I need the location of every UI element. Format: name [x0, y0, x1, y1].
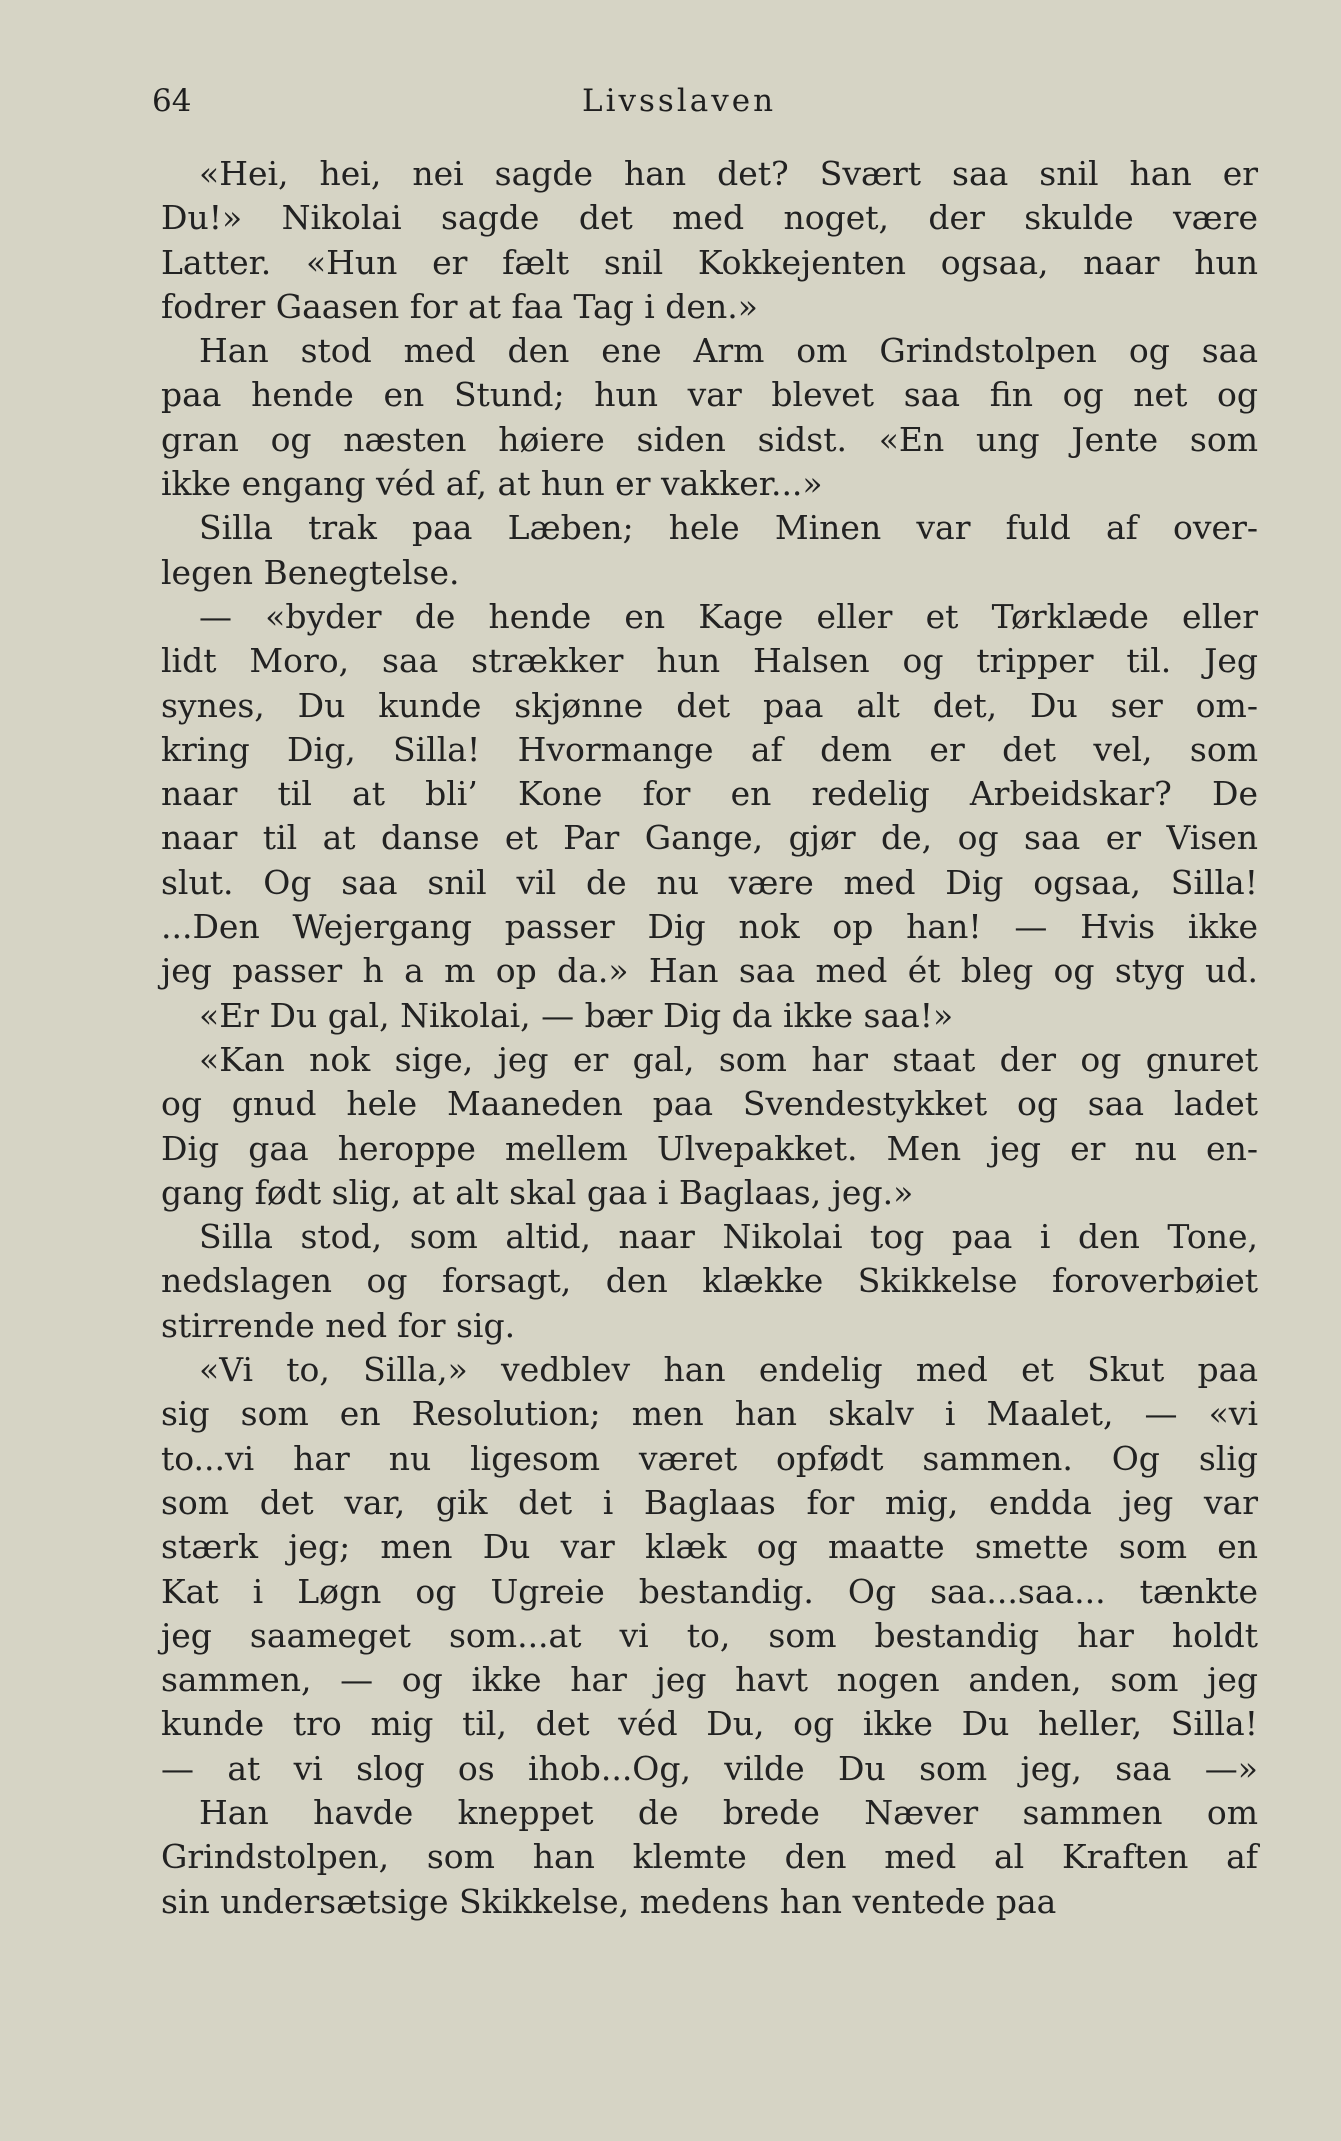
- page-header: [152, 83, 1152, 123]
- text-line-14: kring Dig, Silla! Hvormange af dem er det vel, som: [161, 729, 1258, 769]
- text-line-29: sig som en Resolution; men han skalv i Maalet, — «vi: [161, 1394, 1258, 1434]
- text-line-5: Han stod med den ene Arm om Grindstolpen og saa: [199, 331, 1258, 371]
- text-line-12: lidt Moro, saa strækker hun Halsen og tripper til. Jeg: [161, 641, 1258, 681]
- text-line-1: «Hei, hei, nei sagde han det? Svært saa snil han er: [199, 154, 1258, 193]
- text-line-16: naar til at danse et Par Gange, gjør de, og saa er Visen: [161, 818, 1258, 858]
- text-line-21: «Kan nok sige, jeg er gal, som har staat der og gnuret: [199, 1039, 1258, 1079]
- text-line-35: sammen, — og ikke har jeg havt nogen anden, som jeg: [161, 1660, 1258, 1700]
- text-line-28: «Vi to, Silla,» vedblev han endelig med et Skut paa: [199, 1350, 1258, 1390]
- text-line-23: Dig gaa heroppe mellem Ulvepakket. Men jeg er nu en-: [161, 1128, 1258, 1168]
- text-line-39: Grindstolpen, som han klemte den med al Kraften af: [161, 1837, 1258, 1877]
- text-line-36: kunde tro mig til, det véd Du, og ikke Du heller, Silla!: [161, 1704, 1258, 1744]
- text-line-40: sin undersætsige Skikkelse, medens han ventede paa: [161, 1881, 1057, 1921]
- text-line-4: fodrer Gaasen for at faa Tag i den.»: [161, 286, 758, 326]
- text-line-27: stirrende ned for sig.: [161, 1305, 516, 1345]
- text-line-20: «Er Du gal, Nikolai, — bær Dig da ikke saa!»: [199, 995, 954, 1035]
- text-line-38: Han havde kneppet de brede Næver sammen om: [199, 1792, 1258, 1832]
- text-line-18: ...Den Wejergang passer Dig nok op han! — Hvis ikke: [161, 907, 1258, 947]
- text-line-19: jeg passer h a m op da.» Han saa med ét bleg og styg ud.: [161, 951, 1258, 991]
- text-line-24: gang født slig, at alt skal gaa i Baglaas, jeg.»: [161, 1172, 914, 1212]
- text-line-34: jeg saameget som...at vi to, som bestandig har holdt: [161, 1615, 1258, 1655]
- text-line-9: Silla trak paa Læben; hele Minen var fuld af over-: [199, 508, 1258, 548]
- text-line-37: — at vi slog os ihob...Og, vilde Du som jeg, saa —»: [161, 1748, 1258, 1788]
- text-line-30: to...vi har nu ligesom været opfødt sammen. Og slig: [161, 1438, 1258, 1478]
- text-line-11: — «byder de hende en Kage eller et Tørklæde eller: [199, 596, 1258, 636]
- text-line-13: synes, Du kunde skjønne det paa alt det, Du ser om-: [161, 685, 1258, 725]
- text-line-8: ikke engang véd af, at hun er vakker...»: [161, 464, 823, 504]
- text-line-31: som det var, gik det i Baglaas for mig, endda jeg var: [161, 1482, 1258, 1522]
- text-line-7: gran og næsten høiere siden sidst. «En ung Jente som: [161, 419, 1258, 459]
- text-line-10: legen Benegtelse.: [161, 552, 460, 592]
- page-number: 64: [152, 83, 192, 119]
- body-text: [161, 152, 1258, 1924]
- text-line-33: Kat i Løgn og Ugreie bestandig. Og saa...saa... tænkte: [161, 1571, 1258, 1611]
- text-line-32: stærk jeg; men Du var klæk og maatte smette som en: [161, 1527, 1258, 1567]
- text-line-2: Du!» Nikolai sagde det med noget, der skulde være: [161, 198, 1258, 238]
- text-line-25: Silla stod, som altid, naar Nikolai tog paa i den Tone,: [199, 1217, 1258, 1257]
- text-line-22: og gnud hele Maaneden paa Svendestykket og saa ladet: [161, 1084, 1258, 1124]
- running-title: Livsslaven: [582, 83, 777, 119]
- text-line-26: nedslagen og forsagt, den klække Skikkelse foroverbøiet: [161, 1261, 1258, 1301]
- text-line-6: paa hende en Stund; hun var blevet saa fin og net og: [161, 375, 1258, 415]
- text-line-3: Latter. «Hun er fælt snil Kokkejenten ogsaa, naar hun: [161, 242, 1258, 282]
- text-line-15: naar til at bli’ Kone for en redelig Arbeidskar? De: [161, 774, 1258, 814]
- text-line-17: slut. Og saa snil vil de nu være med Dig ogsaa, Silla!: [161, 862, 1258, 902]
